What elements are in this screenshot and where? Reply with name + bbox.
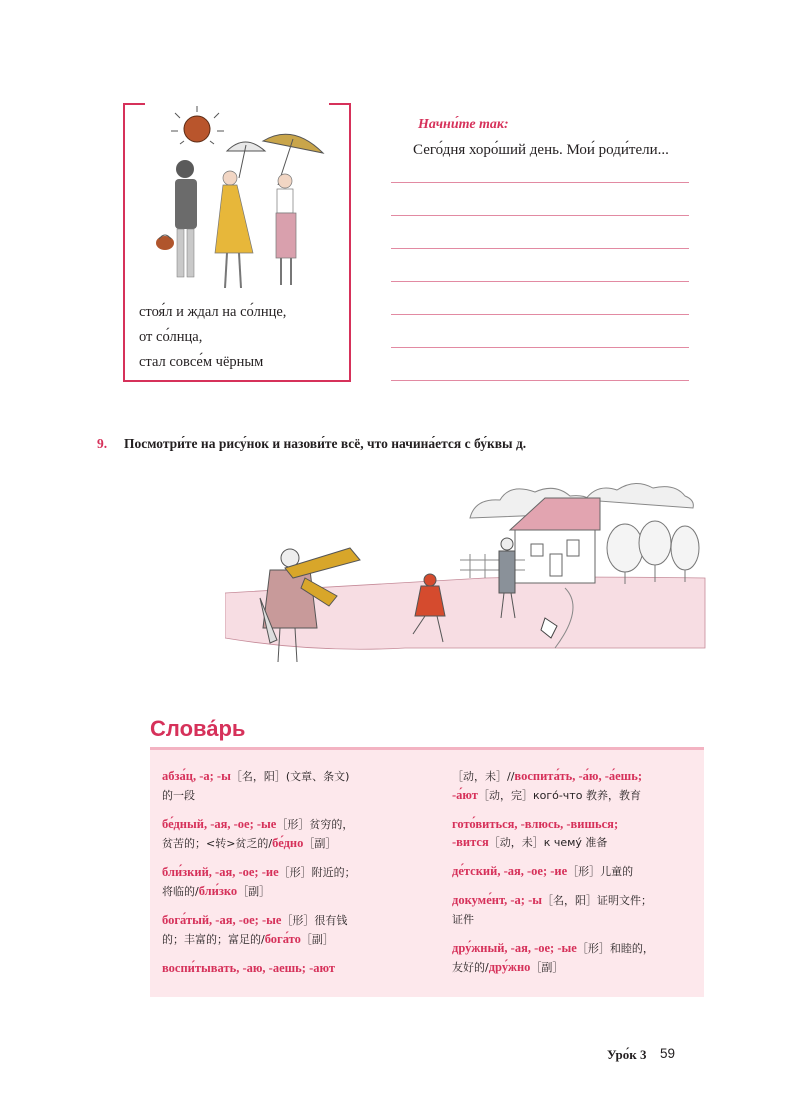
- vocabulary-entry-line: [162, 815, 412, 834]
- vocabulary-entry-line: [452, 767, 697, 786]
- vocabulary-box: [150, 747, 704, 997]
- vocabulary-entry: [162, 815, 412, 853]
- translation: ［动，未］к чему́ 准备: [488, 836, 608, 849]
- sun-icon: [171, 106, 224, 144]
- dark-man-figure: [156, 160, 197, 277]
- exercise-instruction: Посмотри́те на рису́нок и назови́те всё, что начина́ется с бу́квы д.: [124, 436, 527, 451]
- village-scene-illustration: [225, 478, 710, 668]
- vocabulary-entry: [162, 863, 412, 901]
- vocabulary-entry-line: [162, 911, 412, 930]
- vocabulary-entry: [162, 959, 412, 977]
- headword: де́тский, -ая, -ое; -ие: [452, 864, 568, 878]
- headword: докуме́нт, -а; -ы: [452, 893, 543, 907]
- translation: ［名，阳］(文章、条文): [230, 770, 350, 783]
- trees: [607, 521, 699, 584]
- vocabulary-top-rule: [150, 747, 704, 750]
- vocabulary-entry-line: [452, 910, 697, 929]
- translation: ［副］: [530, 961, 564, 974]
- writing-line[interactable]: [391, 182, 689, 183]
- headword: гото́виться, -влюсь, -вишься;: [452, 817, 619, 831]
- translation: ［形］附近的；: [278, 866, 356, 879]
- vocabulary-entry: [162, 911, 412, 949]
- women-figures: [215, 171, 296, 288]
- writing-line[interactable]: [391, 281, 689, 282]
- vocabulary-entry-line: [162, 959, 412, 977]
- headword: бога́тый, -ая, -ое; -ые: [162, 913, 282, 927]
- headword: бога́то: [264, 932, 301, 946]
- vocabulary-entry-line: [162, 882, 412, 901]
- translation: ［动，未］//: [452, 770, 515, 783]
- box-border-bottom: [123, 380, 351, 382]
- caption-line-2: от со́лнца,: [139, 329, 203, 345]
- headword: дру́жный, -ая, -ое; -ые: [452, 941, 577, 955]
- translation: 贫苦的；<转>贫乏的/: [162, 837, 273, 850]
- page-number: 59: [660, 1046, 676, 1061]
- translation: ［形］儿童的: [567, 865, 634, 878]
- headword: воспи́тывать, -аю, -аешь; -ают: [162, 961, 336, 975]
- vocabulary-entry-line: [162, 834, 412, 853]
- vocabulary-entry-line: [452, 891, 697, 910]
- vocabulary-entry-line: [162, 767, 412, 786]
- translation: ［名，阳］证明文件；: [542, 894, 653, 907]
- writing-line[interactable]: [391, 347, 689, 348]
- translation: ［副］: [300, 933, 334, 946]
- headword: бли́зко: [198, 884, 238, 898]
- writing-line[interactable]: [391, 215, 689, 216]
- writing-line[interactable]: [391, 314, 689, 315]
- vocabulary-entry: [452, 862, 697, 881]
- translation: ［副］: [237, 885, 271, 898]
- headword: бли́зкий, -ая, -ое; -ие: [162, 865, 279, 879]
- vocabulary-entry-line: [452, 958, 697, 977]
- lesson-label: Уро́к 3: [607, 1047, 647, 1062]
- vocabulary-column-right: [452, 767, 697, 987]
- vocabulary-entry-line: [162, 863, 412, 882]
- translation: ［动，完］кого́-что 教养，教育: [477, 789, 641, 802]
- translation: ［形］很有钱: [281, 914, 348, 927]
- headword: бе́дный, -ая, -ое; -ые: [162, 817, 277, 831]
- vocabulary-entry: [452, 815, 697, 852]
- vocabulary-entry-line: [452, 833, 697, 852]
- vocabulary-entry-line: [452, 862, 697, 881]
- translation: ［形］和睦的，: [576, 942, 654, 955]
- vocabulary-entry-line: [452, 786, 697, 805]
- translation: 将临的/: [162, 885, 199, 898]
- headword: -вится: [452, 835, 489, 849]
- vocabulary-entry: [452, 939, 697, 977]
- story-picture-box: [123, 103, 351, 382]
- translation: 证件: [452, 913, 474, 926]
- headword: бе́дно: [272, 836, 304, 850]
- exercise-number: 9.: [97, 436, 108, 451]
- vocabulary-entry: [452, 767, 697, 805]
- vocabulary-entry: [162, 767, 412, 805]
- vocabulary-entry-line: [162, 786, 412, 805]
- caption-line-1: стоя́л и ждал на со́лнце,: [139, 304, 287, 320]
- story-start-text: Сего́дня хоро́ший день. Мои́ роди́тели...: [413, 142, 669, 158]
- start-hint-label: Начни́те так:: [418, 117, 509, 132]
- writing-line[interactable]: [391, 380, 689, 381]
- umbrellas: [227, 134, 323, 185]
- vocabulary-entry-line: [162, 930, 412, 949]
- headword: воспита́ть, -а́ю, -а́ешь;: [514, 769, 643, 783]
- translation: 的一段: [162, 789, 195, 802]
- writing-line[interactable]: [391, 248, 689, 249]
- vocabulary-entry-line: [452, 939, 697, 958]
- vocabulary-column-left: [162, 767, 412, 987]
- vocabulary-entry-line: [452, 815, 697, 833]
- translation: ［形］贫穷的，: [276, 818, 354, 831]
- vocabulary-entry: [452, 891, 697, 929]
- sunburned-man-illustration: [123, 103, 351, 303]
- vocabulary-title: Слова́рь: [150, 716, 246, 741]
- caption-line-3: стал совсе́м чёрным: [139, 354, 264, 370]
- translation: 友好的/: [452, 961, 489, 974]
- headword: дру́жно: [488, 960, 531, 974]
- headword: абза́ц, -а; -ы: [162, 769, 231, 783]
- headword: -а́ют: [452, 788, 478, 802]
- translation: ［副］: [303, 837, 337, 850]
- translation: 的；丰富的；富足的/: [162, 933, 265, 946]
